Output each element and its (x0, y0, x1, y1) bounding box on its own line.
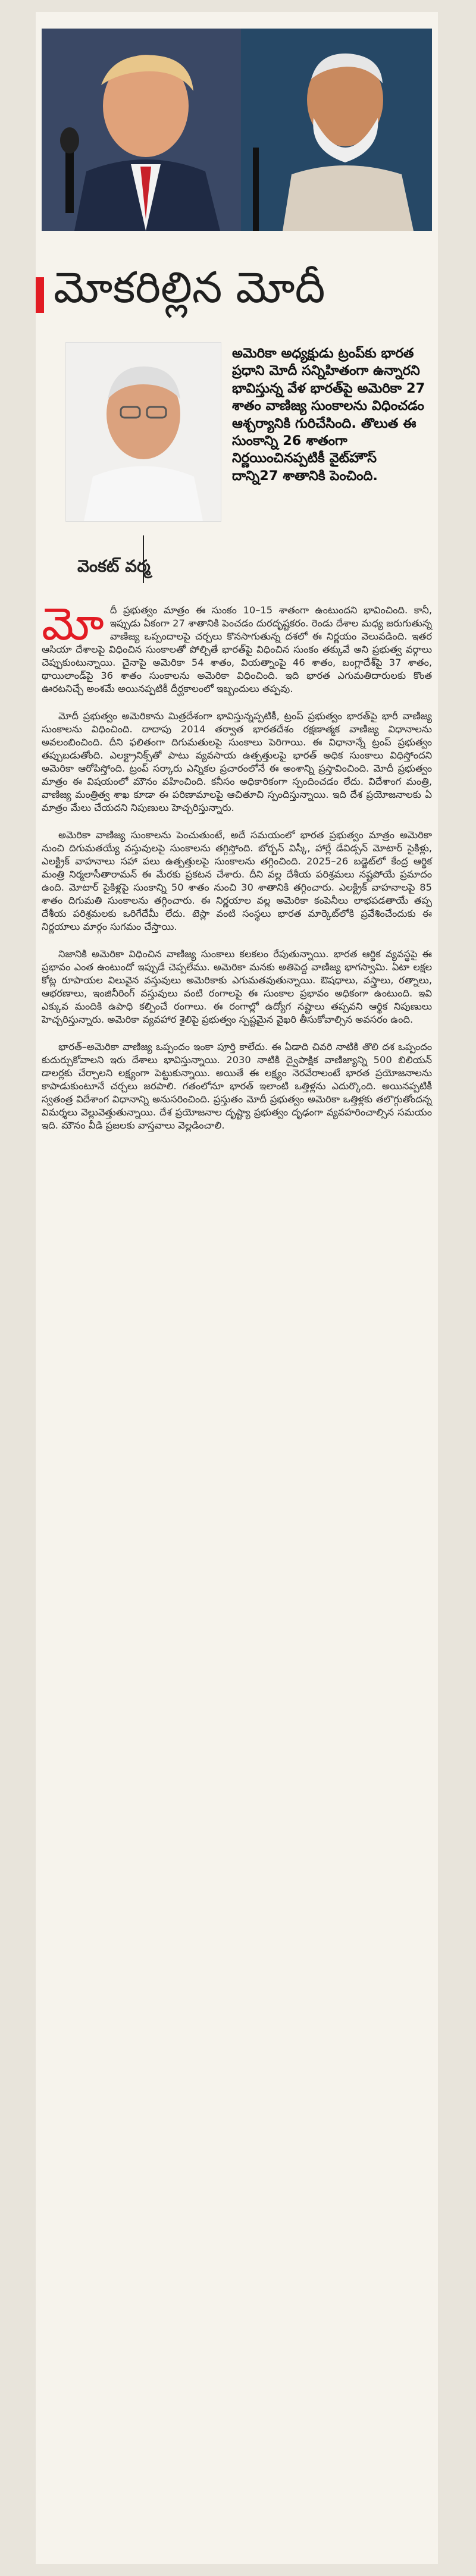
body-paragraph-3: అమెరికా వాణిజ్య సుంకాలను పెంచుతుంటే, అదే సమయంలో భారత ప్రభుత్వం మాత్రం అమెరికా నుంచి దిగుమతయ్యే వస్తువులపై సుంకాలను తగ్గిస్తోంది. బోర్బన్ విస్కీ, హార్లే డేవిడ్సన్ మోటార్ సైకిళ్లు, ఎలక్ట్రిక్ వాహనాలు సహా పలు ఉత్పత్తులపై సుంకాలను తగ్గించింది. 2025–26 బడ్జెట్‌లో కేంద్ర ఆర్థిక మంత్రి నిర్మలాసీతారామన్ ఈ మేరకు ప్రకటన చేశారు. దీని వల్ల దేశీయ పరిశ్రమలు నష్టపోయే ప్రమాదం ఉంది. మోటార్ సైకిళ్లపై సుంకాన్ని 50 శాతం నుంచి 30 శాతానికి తగ్గించారు. ఎలక్ట్రిక్ వాహనాలపై 85 శాతం దిగుమతి సుంకాలను తగ్గించారు. ఈ నిర్ణయాల వల్ల అమెరికా కంపెనీలు లాభపడతాయే తప్ప దేశీయ పరిశ్రమలకు ఒరిగేదేమీ లేదు. టెస్లా వంటి సంస్థలు భారత మార్కెట్‌లోకి ప్రవేశించేందుకు ఈ నిర్ణయాలు మార్గం సుగమం చేస్తాయి. (42, 829, 432, 932)
hero-photo (42, 29, 432, 231)
newspaper-page (36, 12, 438, 2564)
dropcap: మో (42, 597, 104, 650)
author-photo (65, 342, 221, 522)
body-paragraph-1-text: దీ ప్రభుత్వం మాత్రం ఈ సుంకం 10–15 శాతంగా ఉంటుందని భావించింది. కానీ, ఇప్పుడు ఏకంగా 27 శాతానికి పెంచడం దురదృష్టకరం. రెండు దేశాల మధ్య జరుగుతున్న వాణిజ్య ఒప్పందాలపై చర్చలు కొనసాగుతున్న దశలో ఈ నిర్ణయం వెలువడింది. ఇతర ఆసియా దేశాలపై విధించిన సుంకాలతో పోల్చితే భారత్‌పై విధించిన సుంకం తక్కువే అని ప్రభుత్వ వర్గాలు చెప్పుకుంటున్నాయి. చైనాపై అమెరికా 54 శాతం, వియత్నాంపై 46 శాతం, బంగ్లాదేశ్‌పై 37 శాతం, థాయిలాండ్‌పై 36 శాతం సుంకాలను అమెరికా విధించింది. ఇది భారత ఎగుమతిదారులకు కొంత ఊరటనిచ్చే అంశమే అయినప్పటికీ దీర్ఘకాలంలో ఇబ్బందులు తప్పవు. (42, 604, 432, 694)
byline: వెంకట్ వర్మ (77, 556, 151, 576)
modi-portrait-illustration (241, 29, 432, 231)
hero-photo-right-portrait (241, 29, 432, 231)
lead-paragraph: అమెరికా అధ్యక్షుడు ట్రంప్‌కు భారత ప్రధాని మోదీ సన్నిహితంగా ఉన్నారని భావిస్తున్న వేళ భారత్‌పై అమెరికా 27 శాతం వాణిజ్య సుంకాలను విధించడం ఆశ్చర్యానికి గురిచేసింది. తొలుత ఈ సుంకాన్ని 26 శాతంగా నిర్ణయించినప్పటికీ వైట్‌హౌస్ దాన్ని27 శాతానికి పెంచింది. (232, 346, 425, 484)
headline-row (36, 262, 438, 313)
headline: మోకరిల్లిన మోదీ (54, 262, 325, 312)
body-paragraph-1 (42, 597, 432, 695)
body-paragraph-4: నిజానికి అమెరికా విధించిన వాణిజ్య సుంకాలు కలకలం రేపుతున్నాయి. భారత ఆర్థిక వ్యవస్థపై ఈ ప్రభావం ఎంత ఉంటుందో ఇప్పుడే చెప్పలేము. అమెరికా మనకు అతిపెద్ద వాణిజ్య భాగస్వామి. ఏటా లక్షల కోట్ల రూపాయల విలువైన వస్తువులు అమెరికాకు ఎగుమతవుతున్నాయి. ఔషధాలు, వస్త్రాలు, రత్నాలు, ఆభరణాలు, ఇంజినీరింగ్ వస్తువులు వంటి రంగాలపై ఈ సుంకాల ప్రభావం అధికంగా ఉంటుంది. ఇవి ఎక్కువ మందికి ఉపాధి కల్పించే రంగాలు. ఈ రంగాల్లో ఉద్యోగ నష్టాలు తప్పవని ఆర్థిక నిపుణులు హెచ్చరిస్తున్నారు. అమెరికా వ్యవహార శైలిపై ప్రభుత్వం స్పష్టమైన వైఖరి తీసుకోవాల్సిన అవసరం ఉంది. (42, 948, 432, 1025)
trump-portrait-illustration (42, 29, 241, 231)
body-paragraph-2: మోదీ ప్రభుత్వం అమెరికాను మిత్రదేశంగా భావిస్తున్నప్పటికీ, ట్రంప్ ప్రభుత్వం భారత్‌పై భారీ వాణిజ్య సుంకాలను విధించింది. దాదాపు 2014 తర్వాత భారతదేశం రక్షణాత్మక వాణిజ్య విధానాలను అవలంబించింది. దీని ఫలితంగా దిగుమతులపై సుంకాలు పెరిగాయి. ఈ విధానాన్నే ట్రంప్ ప్రభుత్వం తప్పుబడుతోంది. ఎలక్ట్రానిక్స్‌తో పాటు వ్యవసాయ ఉత్పత్తులపై భారత్ అధిక సుంకాలు విధిస్తోందని అమెరికా ఆరోపిస్తోంది. ట్రంప్ సర్కారు ఎన్నికల ప్రచారంలోనే ఈ అంశాన్ని ప్రస్తావించింది. మోదీ ప్రభుత్వం మాత్రం ఈ విషయంలో మౌనం వహించింది. కనీసం అధికారికంగా స్పందించడం లేదు. విదేశాంగ మంత్రి, వాణిజ్య మంత్రిత్వ శాఖ కూడా ఈ పరిణామాలపై ఆచితూచి స్పందిస్తున్నాయి. ఇది దేశ ప్రయోజనాలకు ఏ మాత్రం మేలు చేయదని నిపుణులు హెచ్చరిస్తున్నారు. (42, 710, 432, 813)
author-portrait-illustration (66, 343, 221, 521)
headline-accent-bar (36, 277, 44, 313)
article-body (42, 597, 432, 1146)
body-paragraph-5: భారత్–అమెరికా వాణిజ్య ఒప్పందం ఇంకా పూర్తి కాలేదు. ఈ ఏడాది చివరి నాటికి తొలి దశ ఒప్పందం కుదుర్చుకోవాలని ఇరు దేశాలు భావిస్తున్నాయి. 2030 నాటికి ద్వైపాక్షిక వాణిజ్యాన్ని 500 బిలియన్ డాలర్లకు చేర్చాలని లక్ష్యంగా పెట్టుకున్నాయి. అయితే ఈ లక్ష్యం నెరవేరాలంటే భారత ప్రయోజనాలను కాపాడుకుంటూనే చర్చలు జరపాలి. గతంలోనూ భారత్ ఇలాంటి ఒత్తిళ్లను ఎదుర్కొంది. అయినప్పటికీ స్వతంత్ర విదేశాంగ విధానాన్ని అనుసరించింది. ప్రస్తుతం మోదీ ప్రభుత్వం అమెరికా ఒత్తిళ్లకు తలొగ్గుతోందన్న విమర్శలు వెల్లువెత్తుతున్నాయి. దేశ ప్రయోజనాల దృష్ట్యా ప్రభుత్వం దృఢంగా వ్యవహరించాల్సిన సమయం ఇది. మౌనం వీడి ప్రజలకు వాస్తవాలు వెల్లడించాలి. (42, 1041, 432, 1131)
hero-photo-left-portrait (42, 29, 241, 231)
